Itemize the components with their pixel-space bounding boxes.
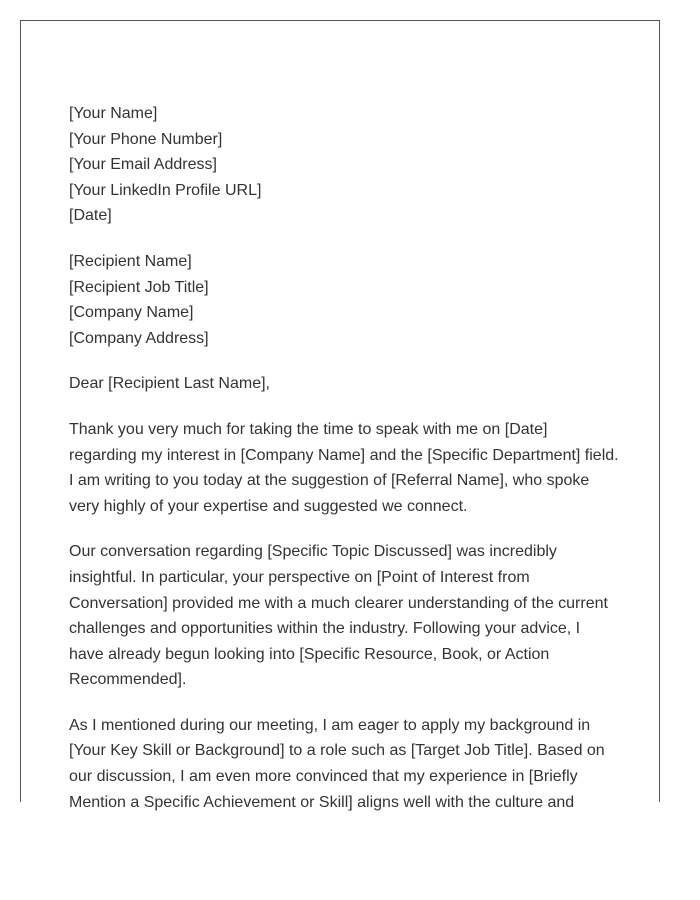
sender-email: [Your Email Address] (69, 156, 217, 174)
sender-linkedin: [Your LinkedIn Profile URL] (69, 181, 262, 199)
recipient-company: [Company Name] (69, 304, 194, 322)
letter-content (69, 101, 619, 835)
sender-date: [Date] (69, 207, 112, 225)
sender-phone: [Your Phone Number] (69, 130, 223, 148)
recipient-name: [Recipient Name] (69, 252, 192, 270)
recipient-job-title: [Recipient Job Title] (69, 278, 209, 296)
body-paragraph-3: As I mentioned during our meeting, I am eager to apply my background in [Your Key Skill or Background] to a role such as [Target Job Title]. Based on our discussion, I am even more convinced that my experience in [Briefly Mention a Specific Achievement or Skill] aligns well with the culture and (69, 716, 605, 811)
sender-name: [Your Name] (69, 105, 158, 122)
recipient-block (69, 249, 619, 351)
salutation: Dear [Recipient Last Name], (69, 375, 270, 393)
sender-block (69, 101, 619, 229)
body-paragraph-2: Our conversation regarding [Specific Topic Discussed] was incredibly insightful. In particular, your perspective on [Point of Interest from Conversation] provided me with a much clearer understanding of the current challenges and opportunities within the industry. Following your advice, I have already begun looking into [Specific Resource, Book, or Action Recommended]. (69, 543, 608, 689)
body-paragraph-1: Thank you very much for taking the time to speak with me on [Date] regarding my interest in [Company Name] and the [Specific Department] field. I am writing to you today at the suggestion of [Referral Name], who spoke very highly of your expertise and suggested we connect. (69, 420, 619, 515)
letter-page (20, 20, 660, 811)
recipient-address: [Company Address] (69, 329, 209, 347)
